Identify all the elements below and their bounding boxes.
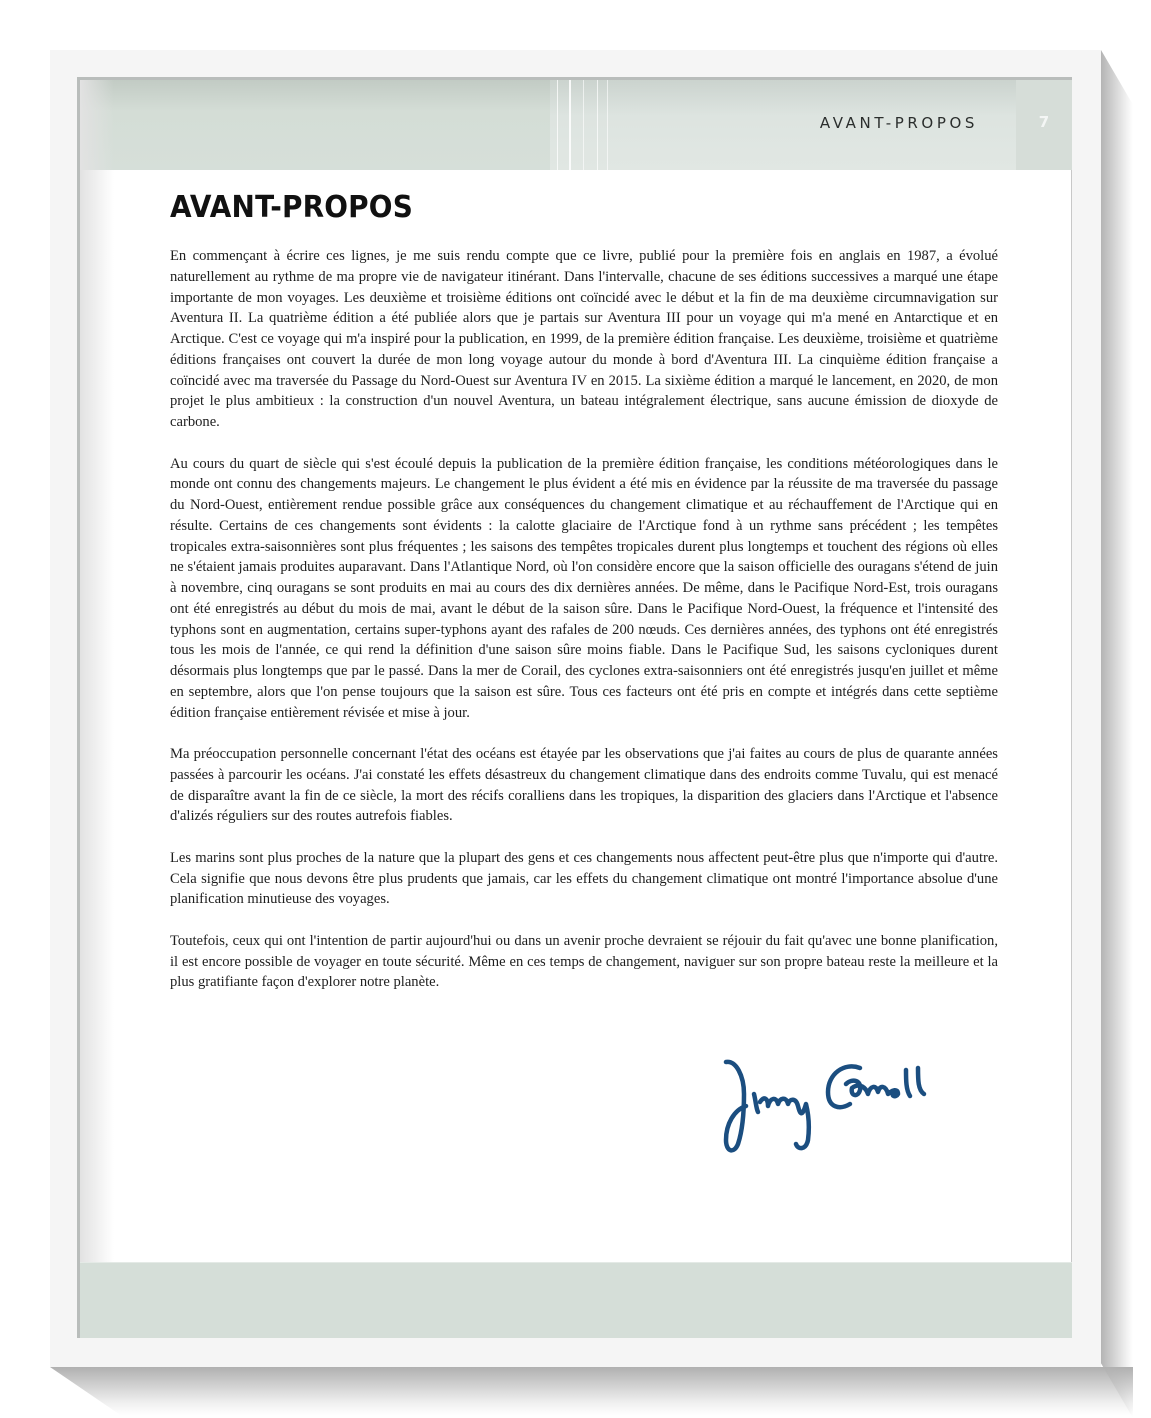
paragraph: Au cours du quart de siècle qui s'est écoulé depuis la publication de la première édition française, les conditions météorologiques dans le monde ont connu des changements majeurs. Le changement le plus évident a été mis en évidence par la réussite de ma traversée du passage du Nord-Ouest, entièrement rendue possible grâce aux conséquences du changement climatique et au réchauffement de l'Arctique qui en résulte. Certains de ces changements sont évidents : la calotte glaciaire de l'Arctique fond à un rythme sans précédent ; les tempêtes tropicales extra-saisonnières sont plus fréquentes ; les saisons des tempêtes tropicales durent plus longtemps et touchent des régions où elles ne s'étaient jamais produites auparavant. Dans l'Atlantique Nord, où l'on considère encore que la saison officielle des ouragans s'étend de juin à novembre, cinq ouragans se sont produits en mai au cours des dix dernières années. De même, dans le Pacifique Nord-Est, trois ouragans ont été enregistrés au début du mois de mai, avant le début de la saison sûre. Dans le Pacifique Nord-Ouest, la fréquence et l'intensité des typhons sont en augmentation, certains super-typhons ayant des rafales de 200 nœuds. Ces dernières années, des typhons ont été enregistrés tous les mois de l'année, ce qui rend la définition d'une saison sûre moins fiable. Dans le Pacifique Sud, les saisons cycloniques durent désormais plus longtemps que par le passé. Dans la mer de Corail, des cyclones extra-saisonniers ont été enregistrés jusqu'en juillet et même en septembre, alors que l'on pense toujours que la saison est sûre. Tous ces facteurs ont été pris en compte et intégrés dans cette septième édition française entièrement révisée et mise à jour. <box>170 455 998 721</box>
paragraph: Ma préoccupation personnelle concernant l'état des océans est étayée par les observations que j'ai faites au cours de plus de quarante années passées à parcourir les océans. J'ai constaté les effets désastreux du changement climatique dans des endroits comme Tuvalu, qui est menacé de disparaître avant la fin de ce siècle, la mort des récifs coralliens dans les tropiques, la disparition des glaciers dans l'Arctique et l'absence d'alizés réguliers sur des routes autrefois fiables. <box>170 746 998 825</box>
frame-shadow-bottom <box>50 1367 1133 1415</box>
paragraph: Toutefois, ceux qui ont l'intention de partir aujourd'hui ou dans un avenir proche devraient se réjouir du fait qu'avec une bonne planification, il est encore possible de voyager en toute sécurité. Même en ces temps de changement, naviguer sur son propre bateau reste la meilleure et la plus gratifiante façon d'explorer notre planète. <box>170 932 998 991</box>
paragraph: En commençant à écrire ces lignes, je me suis rendu compte que ce livre, publié pour la première fois en anglais en 1987, a évolué naturellement au rythme de ma propre vie de navigateur itinérant. Dans l'intervalle, chacune de ses éditions successives a marqué une étape importante de mon voyages. Les deuxième et troisième éditions ont coïncidé avec le début et la fin de ma deuxième circumnavigation sur Aventura II. La quatrième édition a été publiée alors que je partais sur Aventura III pour un voyage qui m'a mené en Antarctique et en Arctique. C'est ce voyage qui m'a inspiré pour la publication, en 1999, de la première édition française. Les deuxième, troisième et quatrième éditions françaises ont couvert la durée de mon long voyage autour du monde à bord d'Aventura III. La cinquième édition française a coïncidé avec ma traversée du Passage du Nord-Ouest sur Aventura IV en 2015. La sixième édition a marqué le lancement, en 2020, de mon projet le plus ambitieux : la construction d'un nouvel Aventura, un bateau intégralement électrique, sans aucune émission de dioxyde de carbone. <box>170 248 998 430</box>
signature-icon <box>710 1048 990 1158</box>
page-number-box <box>1016 80 1072 170</box>
paragraph: Les marins sont plus proches de la nature que la plupart des gens et ces changements nous affectent peut-être plus que n'importe qui d'autre. Cela signifie que nous devons être plus prudents que jamais, car les effets du changement climatique ont montré l'importance absolue d'une planification minutieuse des voyages. <box>170 849 998 908</box>
body-text <box>170 246 998 1014</box>
header-band-highlight <box>550 80 1072 170</box>
page-number: 7 <box>1038 113 1050 131</box>
running-head: AVANT-PROPOS <box>819 114 978 132</box>
frame-shadow-right <box>1101 50 1133 1418</box>
footer-band <box>80 1262 1072 1338</box>
header-decorative-stripes <box>551 80 611 170</box>
page-title: AVANT-PROPOS <box>170 190 414 225</box>
book-page <box>77 77 1072 1338</box>
page-gutter-shade <box>80 80 114 1338</box>
